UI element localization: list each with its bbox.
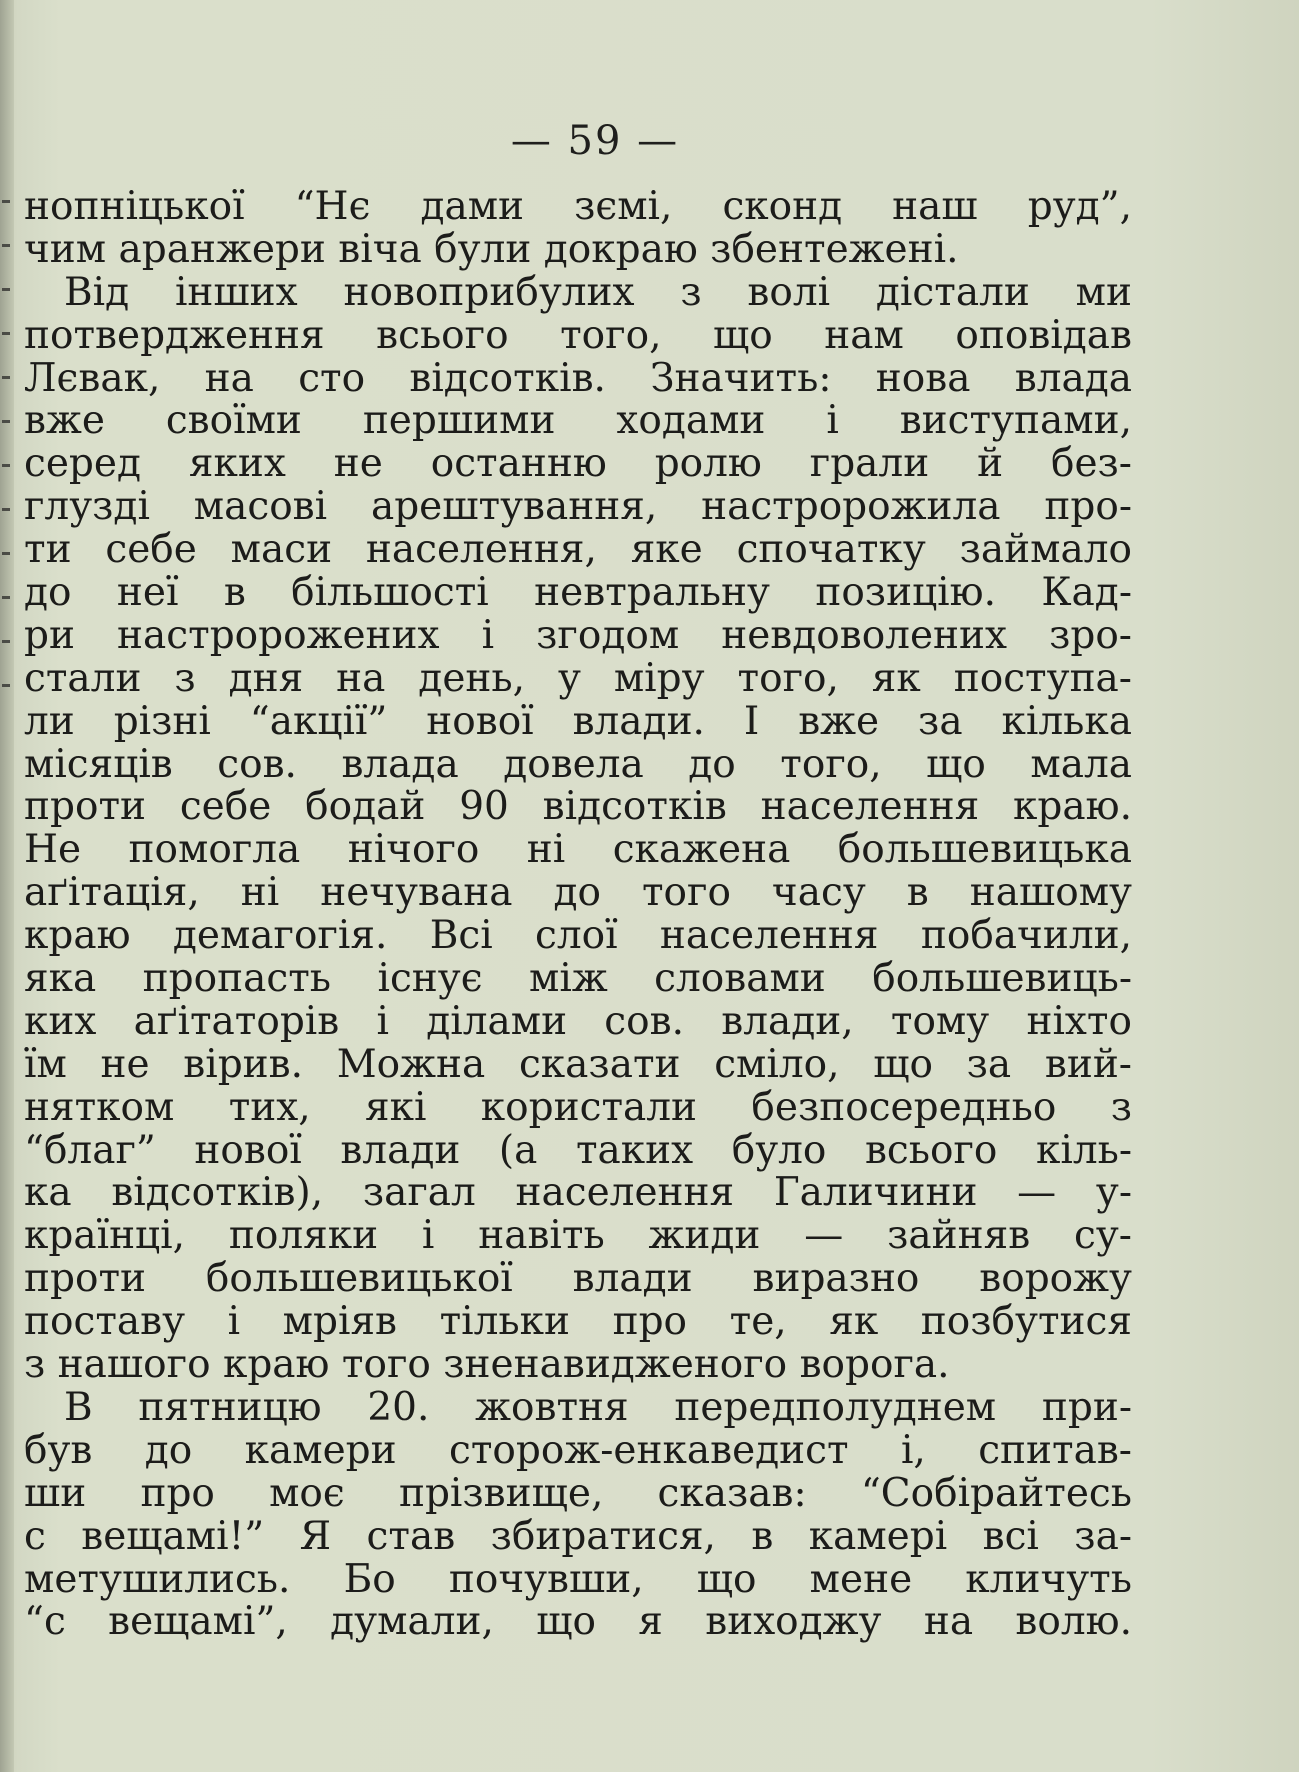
facing-page-edge	[2, 200, 16, 728]
text-line: Не помогла нічого ні скажена большевицька	[24, 829, 1132, 873]
text-line: нопніцької “Нє дами зємі, сконд наш руд”,	[24, 186, 1132, 229]
text-line: Лєвак, на сто відсотків. Значить: нова влада	[24, 357, 1132, 401]
text-line: поставу і мріяв тільки про те, як позбутися	[24, 1301, 1132, 1345]
text-line: їм не вірив. Можна сказати сміло, що за вий-	[24, 1043, 1132, 1087]
text-line: Від інших новоприбулих з волі дістали ми	[64, 271, 1132, 315]
text-line: серед яких не останню ролю грали й без-	[24, 443, 1132, 487]
edge-mark	[2, 420, 10, 423]
text-line: чим аранжери віча були докраю збентежені.	[24, 228, 959, 272]
edge-mark	[2, 200, 10, 203]
text-line: ких аґітаторів і ділами сов. влади, тому ніхто	[24, 1000, 1132, 1044]
text-line: метушились. Бо почувши, що мене кличуть	[24, 1558, 1132, 1602]
text-line: краю демагогія. Всі слої населення побачили,	[24, 915, 1132, 959]
edge-mark	[2, 684, 10, 687]
text-line: “с вещамі”, думали, що я виходжу на волю.	[24, 1601, 1132, 1645]
edge-mark	[2, 332, 10, 335]
text-line: до неї в більшості невтральну позицію. Кад-	[24, 572, 1132, 615]
edge-mark	[2, 244, 10, 247]
text-line: ти себе маси населення, яке спочатку займало	[24, 529, 1132, 573]
text-line: нятком тих, які користали безпосередньо з	[24, 1086, 1132, 1130]
text-line: з нашого краю того зненавидженого ворога.	[24, 1344, 950, 1387]
edge-mark	[2, 552, 10, 555]
text-line: був до камери сторож-енкаведист і, спитав-	[24, 1429, 1132, 1473]
text-line: яка пропасть існує між словами большевиць-	[24, 958, 1132, 1001]
text-line: ка відсотків), загал населення Галичини — у-	[24, 1172, 1132, 1216]
text-line: аґітація, ні нечувана до того часу в нашому	[24, 872, 1132, 916]
text-line: місяців сов. влада довела до того, що мала	[24, 743, 1132, 787]
text-line: ли різні “акції” нової влади. І вже за кілька	[24, 700, 1132, 744]
text-line: стали з дня на день, у міру того, як поступа-	[24, 657, 1132, 701]
text-line: проти себе бодай 90 відсотків населення краю.	[24, 786, 1132, 830]
edge-mark	[2, 288, 10, 291]
text-line: потвердження всього того, що нам оповідав	[24, 314, 1132, 358]
text-line: ши про моє прізвище, сказав: “Собірайтесь	[24, 1472, 1132, 1516]
edge-mark	[2, 508, 10, 511]
text-line: В пятницю 20. жовтня передполуднем при-	[64, 1386, 1132, 1430]
edge-mark	[2, 596, 10, 599]
page-number: — 59 —	[510, 118, 680, 164]
edge-mark	[2, 464, 10, 467]
text-line: глузді масові арештування, настророжила про-	[24, 486, 1132, 530]
edge-mark	[2, 376, 10, 379]
text-line: проти большевицької влади виразно ворожу	[24, 1258, 1132, 1302]
body-text	[24, 186, 1132, 1644]
text-line: “благ” нової влади (а таких було всього кіль-	[24, 1129, 1132, 1173]
edge-mark	[2, 640, 10, 643]
text-line: вже своїми першими ходами і виступами,	[24, 400, 1132, 444]
text-line: ри настророжених і згодом невдоволених зро-	[24, 614, 1132, 658]
text-line: країнці, поляки і навіть жиди — зайняв су-	[24, 1215, 1132, 1259]
text-line: с вещамі!” Я став збиратися, в камері всі за-	[24, 1515, 1132, 1559]
